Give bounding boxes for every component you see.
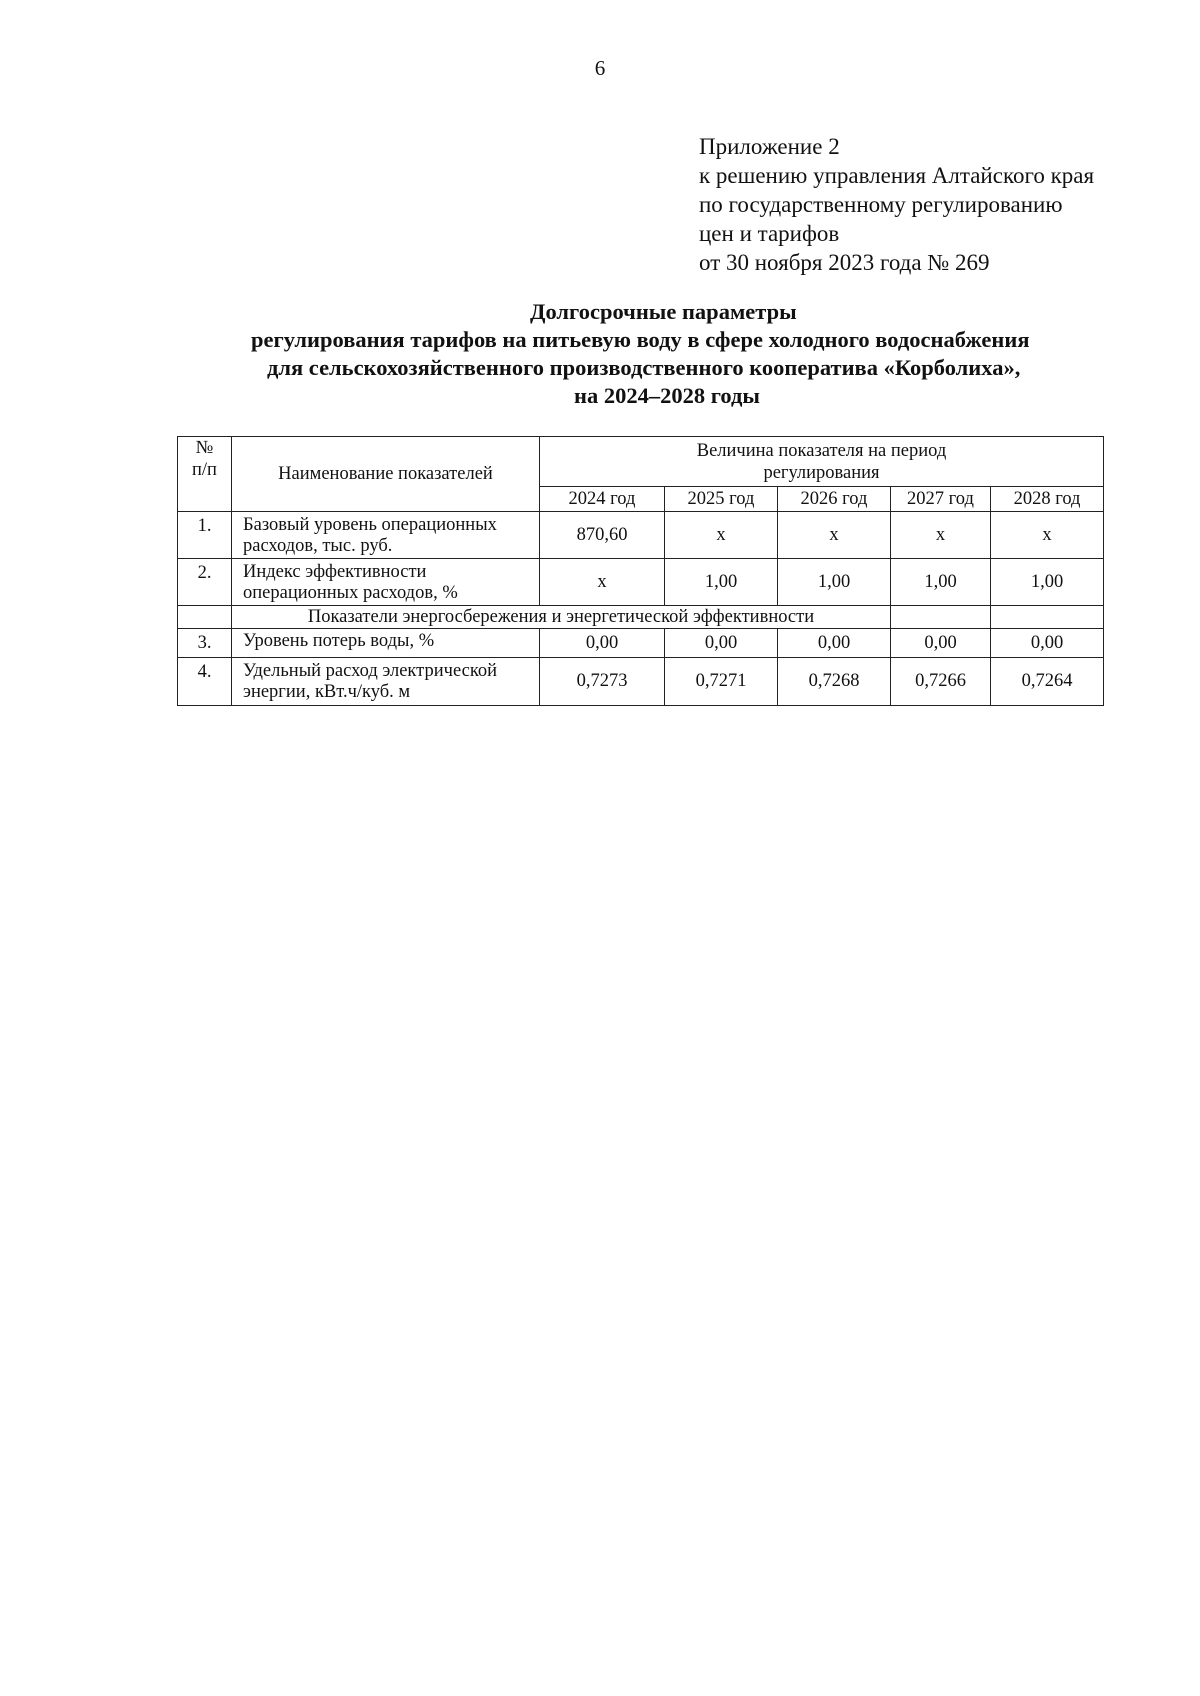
row-num: 1. <box>178 512 232 559</box>
header-num <box>178 437 232 512</box>
row-num: 3. <box>178 629 232 658</box>
row-value: x <box>991 512 1104 559</box>
appendix-line: от 30 ноября 2023 года № 269 <box>699 250 990 275</box>
row-value: 0,7273 <box>540 658 665 706</box>
row-value: 870,60 <box>540 512 665 559</box>
row-value: 1,00 <box>891 559 991 606</box>
header-num-text: № п/п <box>192 438 217 480</box>
table-row <box>178 629 1104 658</box>
row-value: x <box>778 512 891 559</box>
row-value: x <box>891 512 991 559</box>
title-line: регулирования тарифов на питьевую воду в сфере холодного водоснабжения <box>251 327 1030 352</box>
header-year: 2027 год <box>891 487 991 512</box>
row-value: 1,00 <box>665 559 778 606</box>
section-title: Показатели энергосбережения и энергетической эффективности <box>232 606 891 629</box>
row-value: 0,00 <box>665 629 778 658</box>
section-empty-cell <box>891 606 991 629</box>
header-year: 2026 год <box>778 487 891 512</box>
title-line: на 2024–2028 годы <box>574 383 760 408</box>
parameters-table <box>177 436 1104 706</box>
row-name: Базовый уровень операционных расходов, тыс. руб. <box>232 512 540 559</box>
section-row <box>178 606 1104 629</box>
row-value: 0,00 <box>778 629 891 658</box>
row-value: 0,7266 <box>891 658 991 706</box>
row-value: 0,7268 <box>778 658 891 706</box>
table-row <box>178 658 1104 706</box>
appendix-block <box>699 132 1094 277</box>
title-line: для сельскохозяйственного производственного кооператива «Корболиха», <box>267 355 1021 380</box>
row-name: Уровень потерь воды, % <box>232 629 540 658</box>
row-value: 0,00 <box>891 629 991 658</box>
page-number: 6 <box>594 56 606 80</box>
header-name: Наименование показателей <box>232 437 540 512</box>
row-value: 1,00 <box>778 559 891 606</box>
header-period: Величина показателя на период регулирования <box>540 437 1104 487</box>
appendix-line: к решению управления Алтайского края <box>699 163 1095 188</box>
appendix-line: по государственному регулированию <box>699 192 1063 217</box>
header-year: 2025 год <box>665 487 778 512</box>
row-value: x <box>665 512 778 559</box>
row-value: 1,00 <box>991 559 1104 606</box>
appendix-line: Приложение 2 <box>699 134 840 159</box>
row-value: 0,00 <box>540 629 665 658</box>
table-row <box>178 559 1104 606</box>
row-value: 0,7271 <box>665 658 778 706</box>
header-year: 2028 год <box>991 487 1104 512</box>
appendix-line: цен и тарифов <box>699 221 840 246</box>
row-num: 2. <box>178 559 232 606</box>
row-value: 0,00 <box>991 629 1104 658</box>
section-empty-cell <box>178 606 232 629</box>
row-num: 4. <box>178 658 232 706</box>
row-value: x <box>540 559 665 606</box>
row-value: 0,7264 <box>991 658 1104 706</box>
row-name: Индекс эффективности операционных расходов, % <box>232 559 540 606</box>
row-name: Удельный расход электрической энергии, кВт.ч/куб. м <box>232 658 540 706</box>
section-empty-cell <box>991 606 1104 629</box>
title-line: Долгосрочные параметры <box>530 299 797 324</box>
header-year: 2024 год <box>540 487 665 512</box>
table-row <box>178 512 1104 559</box>
